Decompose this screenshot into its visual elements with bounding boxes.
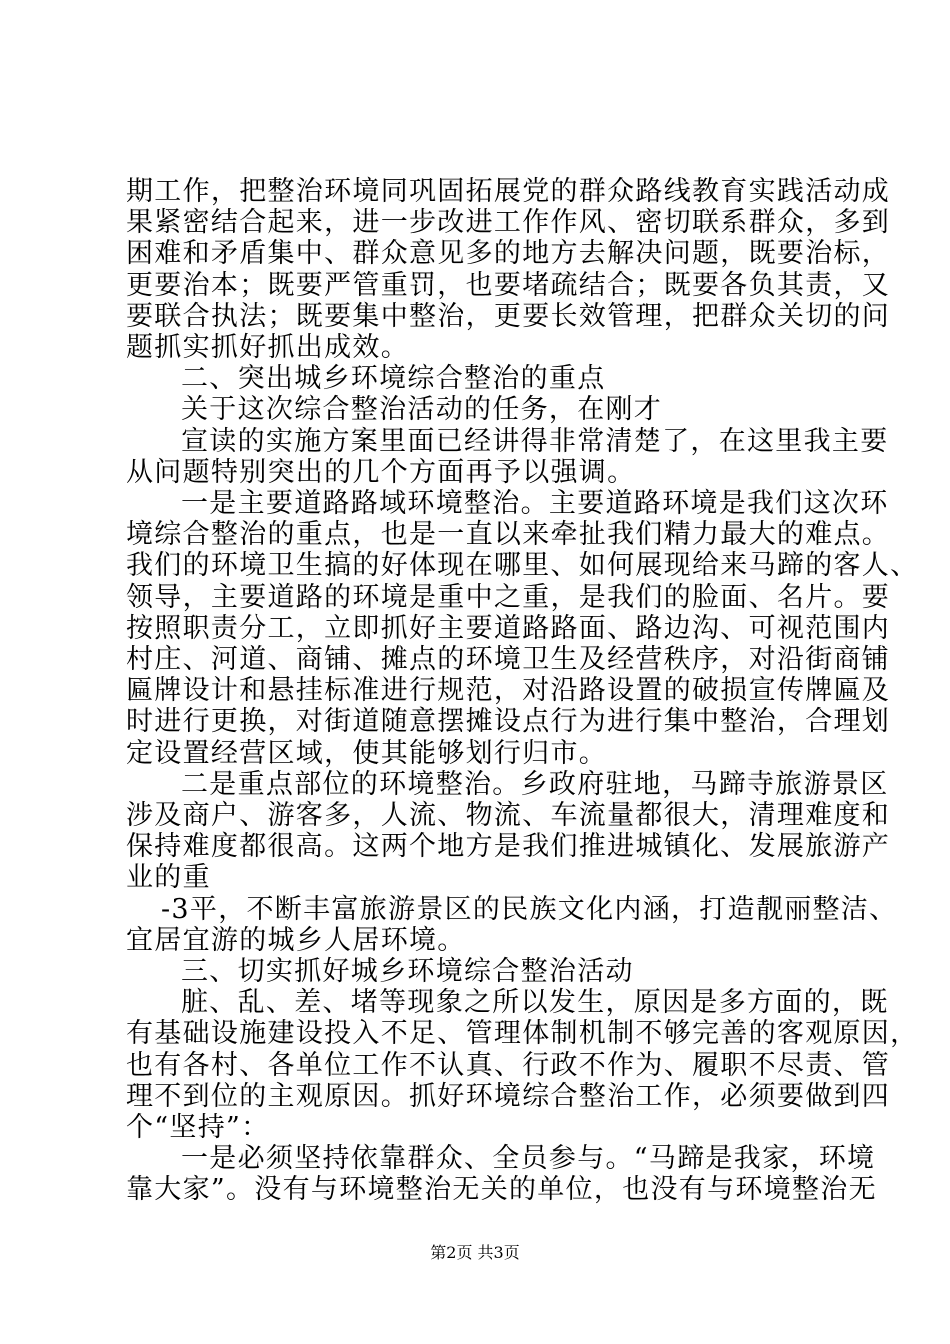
text-line: 有基础设施建设投入不足、管理体制机制不够完善的客观原因， [126,1018,919,1050]
text-line: 宜居宜游的城乡人居环境。 [126,924,466,956]
text-line: 境综合整治的重点，也是一直以来牵扯我们精力最大的难点。 [126,519,891,551]
text-line: 二是重点部位的环境整治。乡政府驻地，马蹄寺旅游景区 [181,768,889,800]
section-heading: 三、切实抓好城乡环境综合整治活动 [181,956,634,987]
text-line: 靠大家”。没有与环境整治无关的单位，也没有与环境整治无 [126,1174,877,1206]
text-line: 脏、乱、差、堵等现象之所以发生，原因是多方面的，既 [181,987,889,1019]
text-line: 村庄、河道、商铺、摊点的环境卫生及经营秩序，对沿街商铺 [126,644,891,675]
text-line: 题抓实抓好抓出成效。 [126,332,409,363]
text-line: 宣读的实施方案里面已经讲得非常清楚了，在这里我主要 [181,425,889,457]
text-line: 也有各村、各单位工作不认真、行政不作为、履职不尽责、管 [126,1049,891,1081]
text-line: 领导，主要道路的环境是重中之重，是我们的脸面、名片。要 [126,581,891,613]
text-line: 一是必须坚持依靠群众、全员参与。“马蹄是我家，环境 [181,1143,876,1175]
text-line: 时进行更换，对街道随意摆摊设点行为进行集中整治，合理划 [126,706,891,738]
text-line: 从问题特别突出的几个方面再予以强调。 [126,456,636,488]
text-line: 要联合执法；既要集中整治，更要长效管理，把群众关切的问 [126,300,891,332]
text-line: 匾牌设计和悬挂标准进行规范，对沿路设置的破损宣传牌匾及 [126,675,891,707]
text-line: 困难和矛盾集中、群众意见多的地方去解决问题，既要治标， [126,238,891,270]
text-line: 更要治本；既要严管重罚，也要堵疏结合；既要各负其责，又 [126,269,891,301]
text-line: 一是主要道路路域环境整治。主要道路环境是我们这次环 [181,488,889,519]
text-line: 保持难度都很高。这两个地方是我们推进城镇化、发展旅游产 [126,831,891,863]
text-line: 关于这次综合整治活动的任务，在刚才 [181,394,663,426]
text-line: 按照职责分工，立即抓好主要道路路面、路边沟、可视范围内 [126,612,891,644]
text-line: 我们的环境卫生搞的好体现在哪里、如何展现给来马蹄的客人、 [126,550,919,582]
text-line: 理不到位的主观原因。抓好环境综合整治工作，必须要做到四 [126,1080,891,1112]
section-heading: 二、突出城乡环境综合整治的重点 [181,363,606,395]
text-line: 果紧密结合起来，进一步改进工作作风、密切联系群众，多到 [126,207,891,239]
text-line: 定设置经营区域，使其能够划行归市。 [126,737,608,769]
text-line: -3平，不断丰富旅游景区的民族文化内涵，打造靓丽整洁、 [161,893,898,925]
page-footer: 第2页 共3页 [430,1243,520,1262]
text-line: 涉及商户、游客多，人流、物流、车流量都很大，清理难度和 [126,800,891,831]
text-line: 业的重 [126,862,211,894]
text-line: 个“坚持”： [126,1112,270,1143]
text-line: 期工作，把整治环境同巩固拓展党的群众路线教育实践活动成 [126,176,891,207]
